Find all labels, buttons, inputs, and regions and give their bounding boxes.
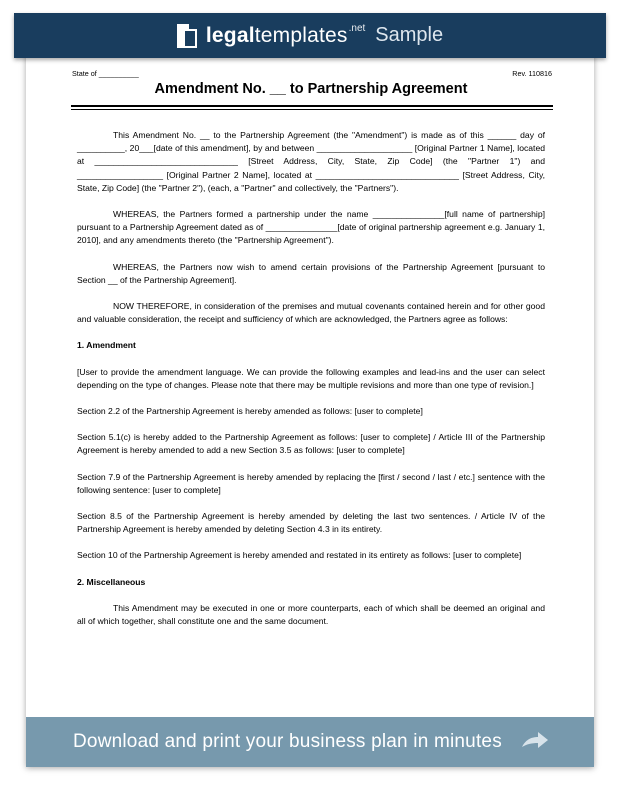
section-heading-amendment: 1. Amendment [77,340,136,351]
amendment-example-4: Section 8.5 of the Partnership Agreement is hereby amended by deleting the last two sentences. / Article IV of the Partnership Agreement is hereby amended by deleting Section 4.3 in its entirety. [77,511,545,535]
whereas-paragraph-2: WHEREAS, the Partners now wish to amend certain provisions of the Partnership Agreement [pursuant to Section __ of the Partnership Agreement]. [77,261,545,285]
legaltemplates-logo-icon [177,24,199,48]
amendment-example-2: Section 5.1(c) is hereby added to the Partnership Agreement as follows: [user to complete] / Article III of the Partnership Agreement is hereby amended to add a new Section 3.5 as follows: [user to complete] [77,432,545,456]
document-body [77,129,545,628]
state-line: State of __________ [72,69,139,78]
document-title: Amendment No. __ to Partnership Agreement [154,81,468,97]
title-divider-thin [71,109,553,110]
sample-label: Sample [375,24,444,46]
whereas-paragraph-1: WHEREAS, the Partners formed a partnership under the name _______________[full name of partnership] pursuant to a Partnership Agreement dated as of _______________[date of original partnership agreement e.g. January 1, 2010], and any amendments thereto (the "Partnership Agreement"). [77,209,545,246]
miscellaneous-paragraph: This Amendment may be executed in one or more counterparts, each of which shall be deemed an original and all of which together, shall constitute one and the same document. [77,602,545,627]
amendment-example-5: Section 10 of the Partnership Agreement is hereby amended and restated in its entirety as follows: [user to complete] [77,550,522,561]
section-heading-miscellaneous: 2. Miscellaneous [77,576,146,587]
header-banner [14,13,606,58]
brand-name: legaltemplates [205,23,348,47]
download-cta-button[interactable] [26,717,594,767]
revision-number: Rev. 110816 [512,69,552,78]
amendment-instructions: [User to provide the amendment language. We can provide the following examples and lead-ins and the user can select depending on the type of changes. Please note that there may be multiple revisions and more than one type of revision.] [77,366,545,390]
download-cta-label: Download and print your business plan in minutes [73,731,502,752]
intro-paragraph: This Amendment No. __ to the Partnership Agreement (the "Amendment") is made as of this ______ day of __________, 20___[date of this amendment], by and between ____________________ [Original Partner 1 Name], located at ______________________________ [Street Address, City, State, Zip Code] (the "Partner 1") and __________________ [Original Partner 2 Name], located at ______________________________ [Street Address, City, State, Zip Code] (the "Partner 2"), (each, a "Partner" and collectively, the "Partners"). [77,130,545,193]
document-content [72,66,552,641]
document-meta [72,66,552,78]
brand-tld: .net [348,23,366,34]
amendment-example-1: Section 2.2 of the Partnership Agreement is hereby amended as follows: [user to complete] [77,406,423,417]
title-divider-thick [71,105,553,107]
amendment-example-3: Section 7.9 of the Partnership Agreement is hereby amended by replacing the [first / second / last / etc.] sentence with the following sentence: [user to complete] [77,471,545,495]
arrow-right-icon [520,730,550,754]
now-therefore-paragraph: NOW THEREFORE, in consideration of the premises and mutual covenants contained herein and for other good and valuable consideration, the receipt and sufficiency of which are acknowledged, the Partners agree as follows: [77,301,545,325]
